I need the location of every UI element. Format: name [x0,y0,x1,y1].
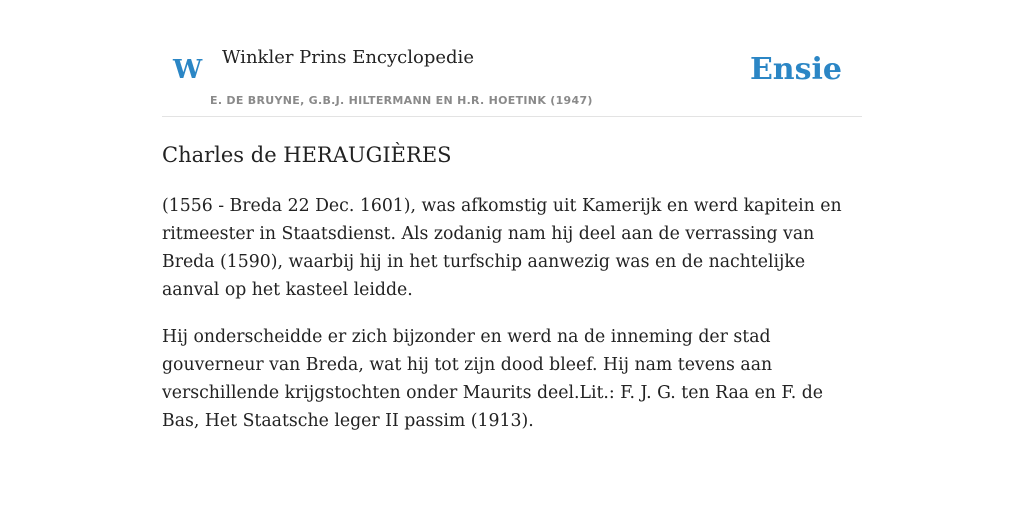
page-container [162,0,862,431]
publication-authors: E. DE BRUYNE, G.B.J. HILTERMANN EN H.R. HOETINK (1947) [210,94,593,107]
entry-body [162,192,862,454]
ensie-brand-link[interactable]: Ensie [749,52,842,87]
publication-logo[interactable]: W [173,55,203,85]
source-header [162,0,862,117]
entry-paragraph: (1556 - Breda 22 Dec. 1601), was afkomstig uit Kamerijk en werd kapitein en ritmeester in Staatsdienst. Als zodanig nam hij deel aan de verrassing van Breda (1590), waarbij hij in het turfschip aanwezig was en de nachtelijke aanval op het kasteel leidde. [162,196,842,300]
publication-title[interactable]: Winkler Prins Encyclopedie [222,47,474,68]
entry-paragraph: Hij onderscheidde er zich bijzonder en werd na de inneming der stad gouverneur van Breda, wat hij tot zijn dood bleef. Hij nam tevens aan verschillende krijgstochten onder Maurits deel.Lit.: F. J. G. ten Raa en F. de Bas, Het Staatsche leger II passim (1913). [162,327,823,431]
entry-title: Charles de HERAUGIÈRES [162,143,452,167]
